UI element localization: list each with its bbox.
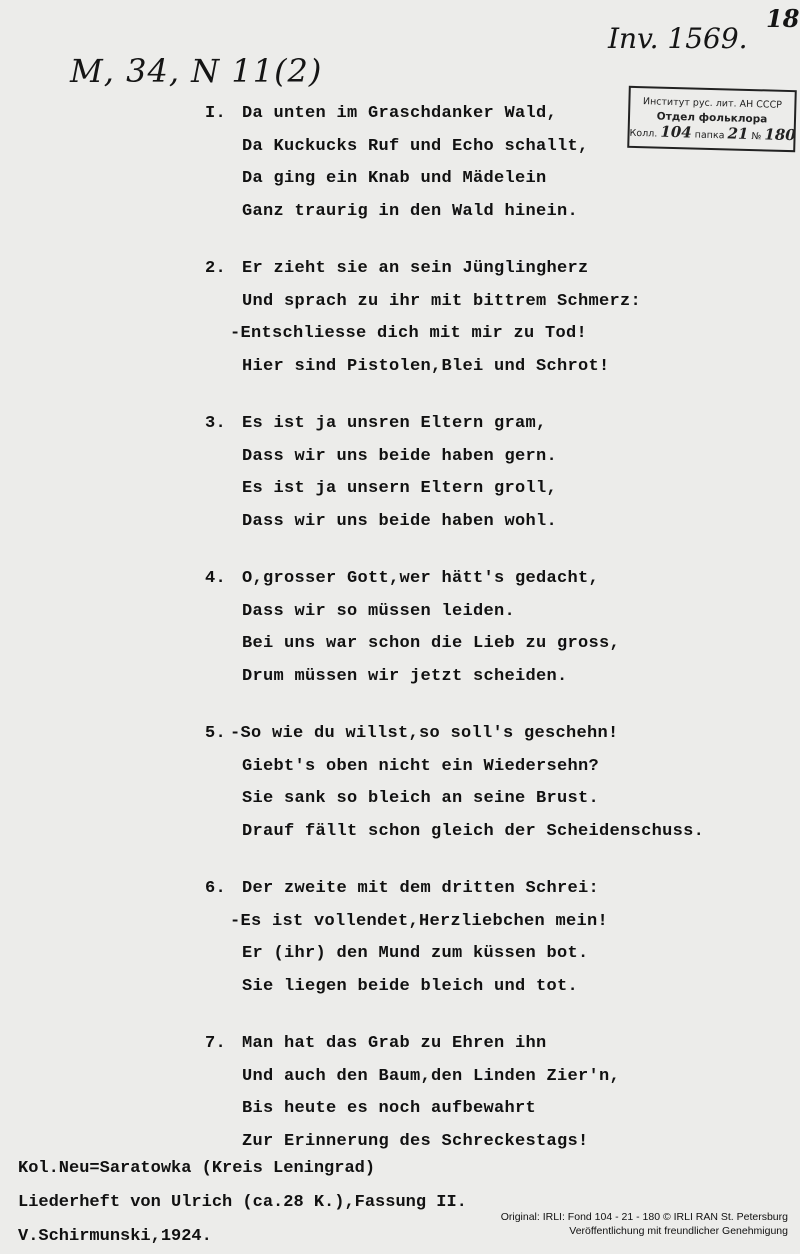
line-text: Man hat das Grab zu Ehren ihn — [242, 1034, 547, 1053]
line-text: Da unten im Graschdanker Wald, — [242, 104, 558, 123]
poem-line — [205, 441, 775, 474]
footer-collector: V.Schirmunski,1924. — [18, 1227, 212, 1246]
stamp-collection-value: 104 — [660, 122, 692, 142]
line-text: O,grosser Gott,wer hätt's gedacht, — [242, 569, 600, 588]
line-text: Hier sind Pistolen,Blei und Schrot! — [242, 356, 610, 376]
line-text: -Entschliesse dich mit mir zu Tod! — [230, 324, 588, 343]
poem-line — [205, 351, 775, 384]
line-text: Dass wir uns beide haben gern. — [242, 446, 558, 466]
stanza-4 — [205, 563, 775, 693]
poem-line — [205, 751, 775, 784]
stanza-number: 2. — [205, 259, 227, 278]
line-text: Er zieht sie an sein Jünglingherz — [242, 259, 589, 278]
line-text: Und auch den Baum,den Linden Zier'n, — [242, 1066, 621, 1086]
stanza-number: 6. — [205, 879, 227, 898]
stanza-7 — [205, 1028, 775, 1158]
stanza-number: 3. — [205, 414, 227, 433]
poem-line — [205, 253, 775, 286]
line-text: Giebt's oben nicht ein Wiedersehn? — [242, 756, 600, 776]
stanza-number: 7. — [205, 1034, 227, 1053]
stamp-folder-value: 21 — [727, 124, 749, 143]
line-text: Drauf fällt schon gleich der Scheidenschuss. — [242, 821, 705, 841]
inventory-mark-handwritten: Inv. 1569. — [608, 22, 748, 55]
source-footer — [18, 1152, 467, 1254]
page-number-handwritten: 18 — [766, 4, 800, 33]
poem-line — [205, 286, 775, 319]
poem-line — [205, 1028, 775, 1061]
footer-location: Kol.Neu=Saratowka (Kreis Leningrad) — [18, 1159, 376, 1178]
poem-line — [205, 906, 775, 939]
line-text: Dass wir uns beide haben wohl. — [242, 511, 558, 531]
line-text: Der zweite mit dem dritten Schrei: — [242, 879, 600, 898]
archive-number-handwritten: M, 34, N 11(2) — [70, 52, 323, 90]
poem-line — [205, 131, 775, 164]
stamp-folder-label: папка — [694, 129, 725, 142]
line-text: Da Kuckucks Ruf und Echo schallt, — [242, 136, 589, 156]
stamp-number-label: № — [751, 131, 762, 143]
line-text: -Es ist vollendet,Herzliebchen mein! — [230, 911, 609, 931]
stanza-1 — [205, 98, 775, 228]
line-text: Er (ihr) den Mund zum küssen bot. — [242, 944, 589, 963]
poem-line — [205, 473, 775, 506]
footer-source: Liederheft von Ulrich (ca.28 K.),Fassung II. — [18, 1193, 467, 1212]
line-text: Es ist ja unsren Eltern gram, — [242, 414, 547, 433]
poem-line — [205, 816, 775, 849]
line-text: Sie liegen beide bleich und tot. — [242, 976, 579, 996]
poem-line — [205, 196, 775, 229]
stanza-number: I. — [205, 104, 227, 123]
poem-line — [205, 1093, 775, 1126]
stamp-institute: Институт рус. лит. АН СССР — [642, 96, 783, 111]
poem-line — [205, 718, 775, 751]
poem-line — [205, 1061, 775, 1094]
line-text: Zur Erinnerung des Schreckestags! — [242, 1131, 589, 1151]
poem-line — [205, 163, 775, 196]
credit-original: Original: IRLI: Fond 104 - 21 - 180 © IRLI RAN St. Petersburg — [500, 1211, 788, 1223]
stanza-3 — [205, 408, 775, 538]
poem-line — [205, 98, 775, 131]
line-text: Da ging ein Knab und Mädelein — [242, 169, 547, 188]
line-text: Und sprach zu ihr mit bittrem Schmerz: — [242, 291, 642, 311]
poem-line — [205, 318, 775, 351]
line-text: Dass wir so müssen leiden. — [242, 601, 516, 621]
stamp-number-value: 180 — [764, 125, 796, 145]
poem-line — [205, 938, 775, 971]
poem-line — [205, 596, 775, 629]
archive-credit — [501, 1210, 788, 1238]
poem-line — [205, 971, 775, 1004]
poem-line — [205, 408, 775, 441]
stamp-collection-label: Колл. — [629, 127, 658, 140]
stanza-5 — [205, 718, 775, 848]
line-text: Bei uns war schon die Lieb zu gross, — [242, 634, 621, 653]
line-text: Bis heute es noch aufbewahrt — [242, 1099, 537, 1118]
stanza-number: 4. — [205, 569, 227, 588]
poem — [205, 98, 775, 1183]
stanza-2 — [205, 253, 775, 383]
poem-line — [205, 873, 775, 906]
stamp-department: Отдел фольклора — [656, 110, 768, 126]
stanza-6 — [205, 873, 775, 1003]
line-text: Sie sank so bleich an seine Brust. — [242, 789, 600, 808]
poem-line — [205, 628, 775, 661]
line-text: Ganz traurig in den Wald hinein. — [242, 201, 579, 221]
poem-line — [205, 661, 775, 694]
stanza-number: 5. — [205, 724, 227, 743]
line-text: -So wie du willst,so soll's geschehn! — [230, 724, 619, 743]
line-text: Es ist ja unsern Eltern groll, — [242, 479, 558, 498]
poem-line — [205, 783, 775, 816]
credit-permission: Veröffentlichung mit freundlicher Genehmigung — [569, 1225, 788, 1237]
poem-line — [205, 563, 775, 596]
line-text: Drum müssen wir jetzt scheiden. — [242, 666, 568, 686]
poem-line — [205, 506, 775, 539]
